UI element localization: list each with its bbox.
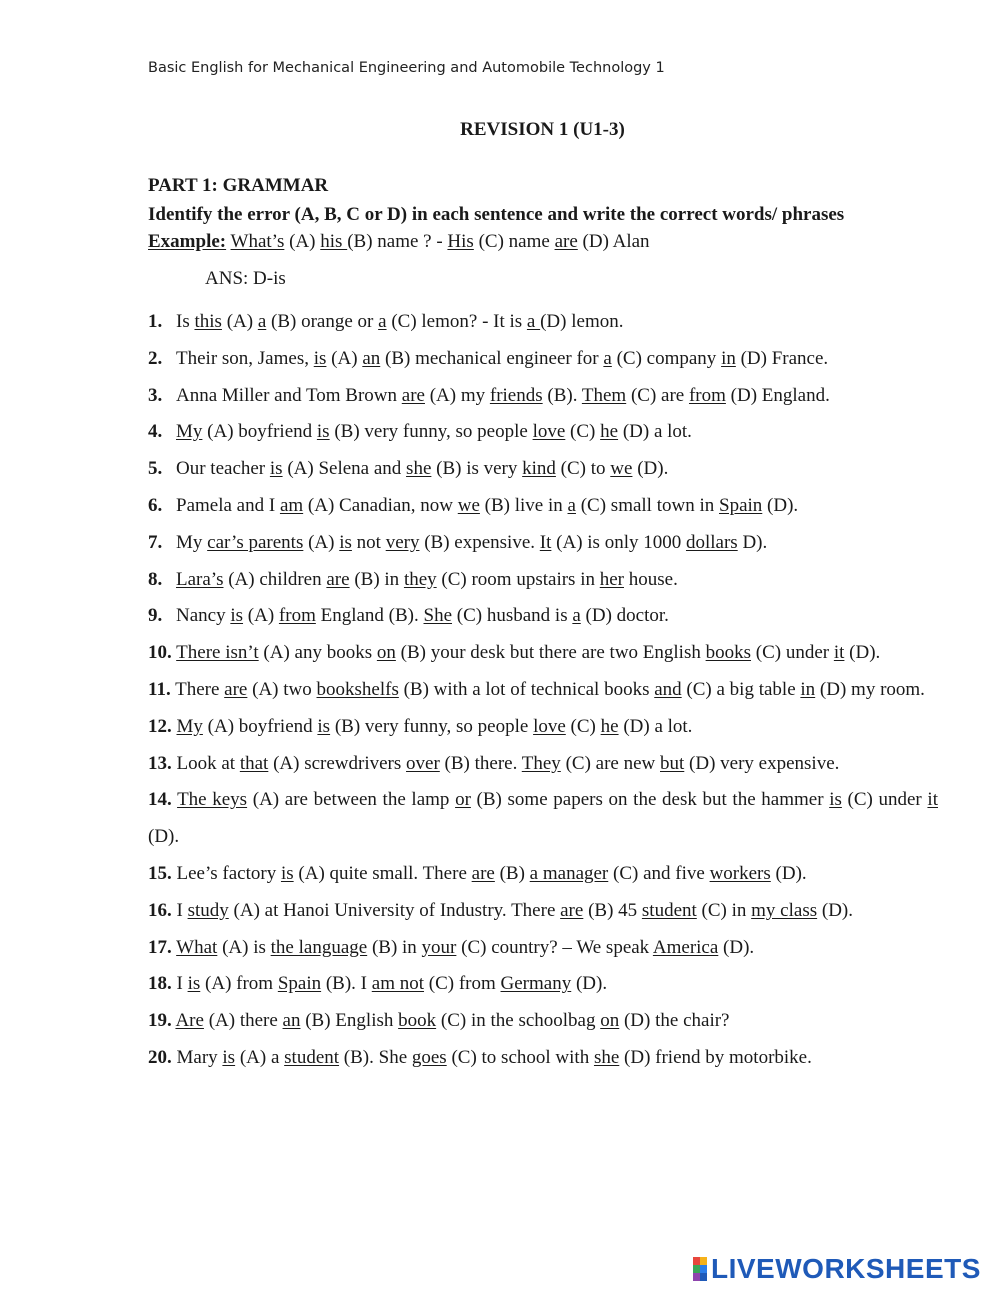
sentence-text: Anna Miller and Tom Brown bbox=[176, 384, 402, 406]
sentence-text: Nancy bbox=[176, 605, 231, 627]
sentence-text: (D) the chair? bbox=[619, 1010, 730, 1032]
sentence-text: (A) bbox=[221, 311, 258, 332]
underlined-option: am not bbox=[371, 973, 425, 995]
underlined-option: My bbox=[176, 421, 203, 443]
sentence-text: There bbox=[170, 678, 225, 700]
sentence-text: (D). bbox=[632, 458, 669, 480]
sentence-text: (A) bbox=[284, 231, 321, 252]
underlined-option: bookshelfs bbox=[316, 678, 399, 700]
underlined-option: Lara’s bbox=[176, 568, 224, 590]
underlined-option: love bbox=[532, 421, 566, 443]
question-number: 18. bbox=[148, 973, 172, 995]
underlined-option: America bbox=[652, 936, 719, 958]
question-number: 11. bbox=[148, 678, 171, 700]
underlined-option: They bbox=[521, 752, 561, 774]
question-6 bbox=[148, 488, 938, 525]
question-number: 1. bbox=[148, 311, 163, 332]
underlined-option: a bbox=[567, 494, 576, 516]
sentence-text: (B) 45 bbox=[583, 899, 642, 921]
underlined-option: or bbox=[455, 789, 471, 811]
sentence-text: D). bbox=[737, 531, 768, 553]
sentence-text: (C) name bbox=[473, 231, 555, 252]
question-number: 10. bbox=[148, 642, 172, 664]
underlined-option: it bbox=[927, 789, 938, 811]
question-number: 7. bbox=[148, 531, 163, 553]
question-10 bbox=[148, 635, 938, 672]
sentence-text: I bbox=[171, 899, 188, 921]
sentence-text: (B) in bbox=[367, 936, 422, 958]
sentence-text: (A) bbox=[303, 531, 340, 553]
example-answer: ANS: D-is bbox=[205, 268, 286, 289]
sentence-text: (C) are new bbox=[560, 752, 660, 774]
underlined-option: that bbox=[239, 752, 269, 774]
underlined-option: She bbox=[423, 605, 453, 627]
underlined-option: What’s bbox=[230, 231, 285, 252]
sentence-text: Look at bbox=[171, 752, 240, 774]
underlined-option: friends bbox=[489, 384, 543, 406]
sentence-text: (A) is bbox=[217, 936, 271, 958]
sentence-text: (B) very funny, so people bbox=[330, 715, 534, 737]
question-number: 4. bbox=[148, 421, 163, 443]
underlined-option: The keys bbox=[177, 789, 248, 811]
sentence-text: (D). bbox=[148, 826, 180, 848]
sentence-text: I bbox=[171, 973, 188, 995]
underlined-option: dollars bbox=[685, 531, 738, 553]
underlined-option: my class bbox=[751, 899, 818, 921]
question-number: 14. bbox=[148, 789, 172, 811]
underlined-option: in bbox=[721, 347, 736, 369]
underlined-option: is bbox=[339, 531, 352, 553]
sentence-text: (B) very funny, so people bbox=[329, 421, 533, 443]
sentence-text: (A) bbox=[243, 605, 279, 627]
example-label: Example: bbox=[148, 231, 227, 252]
sentence-text: (B). She bbox=[339, 1046, 412, 1068]
sentence-text: (B) in bbox=[349, 568, 404, 590]
underlined-option: on bbox=[600, 1010, 620, 1032]
underlined-option: is bbox=[222, 1046, 236, 1068]
sentence-text: (A) Canadian, now bbox=[303, 494, 458, 516]
question-13 bbox=[148, 746, 938, 783]
underlined-option: the language bbox=[270, 936, 368, 958]
sentence-text: (D). bbox=[762, 494, 799, 516]
underlined-option: Spain bbox=[719, 494, 763, 516]
underlined-option: is bbox=[829, 789, 842, 811]
question-5 bbox=[148, 451, 938, 488]
sentence-text: (A) any books bbox=[258, 642, 377, 664]
underlined-option: on bbox=[376, 642, 396, 664]
underlined-option: Spain bbox=[277, 973, 322, 995]
sentence-text: Their son, James, bbox=[176, 347, 314, 369]
sentence-text: (D) a lot. bbox=[618, 715, 693, 737]
underlined-option: is bbox=[280, 862, 294, 884]
question-1 bbox=[148, 304, 938, 341]
example-body bbox=[226, 231, 649, 252]
underlined-option: an bbox=[362, 347, 381, 369]
question-16 bbox=[148, 893, 938, 930]
sentence-text: (B) with a lot of technical books bbox=[398, 678, 655, 700]
underlined-option: car’s parents bbox=[207, 531, 304, 553]
question-9 bbox=[148, 598, 938, 635]
underlined-option: is bbox=[187, 973, 201, 995]
question-number: 2. bbox=[148, 347, 163, 369]
underlined-option: it bbox=[833, 642, 845, 664]
sentence-text: (C) under bbox=[751, 642, 834, 664]
sentence-text: (C) a big table bbox=[681, 678, 801, 700]
sentence-text: (B) mechanical engineer for bbox=[380, 347, 604, 369]
sentence-text: (C) bbox=[565, 421, 601, 443]
underlined-option: in bbox=[800, 678, 816, 700]
sentence-text: (A) quite small. There bbox=[293, 862, 472, 884]
underlined-option: his bbox=[320, 231, 348, 252]
question-17 bbox=[148, 930, 938, 967]
underlined-option: student bbox=[284, 1046, 340, 1068]
question-18 bbox=[148, 966, 938, 1003]
underlined-option: we bbox=[610, 458, 633, 480]
liveworksheets-logo-icon bbox=[693, 1257, 707, 1281]
underlined-option: are bbox=[326, 568, 350, 590]
sentence-text: (C) under bbox=[841, 789, 928, 811]
sentence-text: (C) to school with bbox=[446, 1046, 594, 1068]
sentence-text: (A) a bbox=[235, 1046, 285, 1068]
underlined-option: a bbox=[526, 311, 541, 332]
sentence-text: not bbox=[351, 531, 386, 553]
underlined-option: is bbox=[230, 605, 244, 627]
sentence-text: (A) boyfriend bbox=[202, 715, 318, 737]
sentence-text: (B) bbox=[494, 862, 530, 884]
question-number: 3. bbox=[148, 384, 163, 406]
sentence-text: Lee’s factory bbox=[171, 862, 281, 884]
sentence-text: (C) from bbox=[424, 973, 501, 995]
sentence-text: (B) some papers on the desk but the hammer bbox=[470, 789, 830, 811]
underlined-option: this bbox=[194, 311, 222, 332]
underlined-option: His bbox=[447, 231, 474, 252]
sentence-text: (B) orange or bbox=[266, 311, 379, 332]
liveworksheets-logo bbox=[693, 1253, 981, 1285]
sentence-text: (A) bbox=[326, 347, 363, 369]
question-number: 9. bbox=[148, 605, 163, 627]
question-list bbox=[148, 304, 938, 1077]
question-number: 19. bbox=[148, 1010, 172, 1032]
underlined-option: a bbox=[572, 605, 581, 627]
sentence-text: (D). bbox=[770, 862, 807, 884]
sentence-text: (A) screwdrivers bbox=[268, 752, 407, 774]
sentence-text: (A) from bbox=[200, 973, 278, 995]
sentence-text: (C) in bbox=[696, 899, 752, 921]
question-number: 5. bbox=[148, 458, 163, 480]
underlined-option: but bbox=[660, 752, 685, 774]
sentence-text: (D) France. bbox=[735, 347, 829, 369]
underlined-option: study bbox=[187, 899, 229, 921]
underlined-option: book bbox=[398, 1010, 437, 1032]
question-20 bbox=[148, 1040, 938, 1077]
question-number: 8. bbox=[148, 568, 163, 590]
underlined-option: There isn’t bbox=[176, 642, 259, 664]
question-number: 17. bbox=[148, 936, 172, 958]
sentence-text: (B) there. bbox=[439, 752, 522, 774]
underlined-option: kind bbox=[522, 458, 556, 480]
question-2 bbox=[148, 341, 938, 378]
underlined-option: is bbox=[316, 421, 330, 443]
question-15 bbox=[148, 856, 938, 893]
underlined-option: My bbox=[176, 715, 203, 737]
sentence-text: (D). bbox=[817, 899, 854, 921]
sentence-text: (D). bbox=[718, 936, 755, 958]
sentence-text: (C) in the schoolbag bbox=[436, 1010, 601, 1032]
logo-text: LIVEWORKSHEETS bbox=[711, 1253, 981, 1284]
sentence-text: (A) there bbox=[203, 1010, 283, 1032]
sentence-text: (A) at Hanoi University of Industry. There bbox=[228, 899, 561, 921]
sentence-text: house. bbox=[624, 568, 678, 590]
sentence-text: (C) husband is bbox=[452, 605, 573, 627]
sentence-text: (C) company bbox=[611, 347, 722, 369]
sentence-text: (D) England. bbox=[725, 384, 830, 406]
underlined-option: student bbox=[641, 899, 697, 921]
underlined-option: your bbox=[421, 936, 457, 958]
question-12 bbox=[148, 709, 938, 746]
sentence-text: (C) bbox=[565, 715, 601, 737]
underlined-option: are bbox=[560, 899, 584, 921]
underlined-option: we bbox=[457, 494, 480, 516]
question-19 bbox=[148, 1003, 938, 1040]
question-number: 13. bbox=[148, 752, 172, 774]
sentence-text: (C) room upstairs in bbox=[436, 568, 600, 590]
underlined-option: and bbox=[654, 678, 682, 700]
underlined-option: a bbox=[378, 311, 387, 332]
sentence-text: (D). bbox=[571, 973, 608, 995]
sentence-text: (C) are bbox=[626, 384, 689, 406]
underlined-option: he bbox=[600, 421, 619, 443]
underlined-option: are bbox=[554, 231, 578, 252]
question-number: 6. bbox=[148, 494, 163, 516]
question-3 bbox=[148, 378, 938, 415]
sentence-text: (C) lemon? - It is bbox=[386, 311, 527, 332]
underlined-option: is bbox=[313, 347, 327, 369]
sentence-text: (C) small town in bbox=[575, 494, 719, 516]
part-heading: PART 1: GRAMMAR bbox=[148, 175, 329, 196]
sentence-text: Mary bbox=[171, 1046, 223, 1068]
underlined-option: am bbox=[279, 494, 304, 516]
underlined-option: over bbox=[406, 752, 440, 774]
sentence-text: (D) lemon. bbox=[540, 311, 624, 332]
sentence-text: (A) my bbox=[424, 384, 490, 406]
question-7 bbox=[148, 525, 938, 562]
sentence-text: Our teacher bbox=[176, 458, 270, 480]
sentence-text: (A) two bbox=[247, 678, 317, 700]
sentence-text: (B) name ? - bbox=[347, 231, 448, 252]
underlined-option: is bbox=[269, 458, 283, 480]
sentence-text: Pamela and I bbox=[176, 494, 280, 516]
sentence-text: (A) boyfriend bbox=[202, 421, 317, 443]
sentence-text: Is bbox=[176, 311, 195, 332]
underlined-option: Are bbox=[175, 1010, 204, 1032]
underlined-option: It bbox=[539, 531, 552, 553]
instructions: Identify the error (A, B, C or D) in each sentence and write the correct words/ phrases bbox=[148, 204, 845, 225]
underlined-option: she bbox=[406, 458, 432, 480]
question-number: 12. bbox=[148, 715, 172, 737]
sentence-text: (B) live in bbox=[479, 494, 568, 516]
underlined-option: Them bbox=[581, 384, 627, 406]
underlined-option: her bbox=[599, 568, 624, 590]
page-header: Basic English for Mechanical Engineering and Automobile Technology 1 bbox=[148, 60, 665, 76]
sentence-text: (D) doctor. bbox=[580, 605, 669, 627]
sentence-text: (B). bbox=[542, 384, 582, 406]
sentence-text: My bbox=[176, 531, 208, 553]
example-sentence bbox=[148, 231, 650, 253]
sentence-text: (C) and five bbox=[608, 862, 710, 884]
sentence-text: (C) country? – We speak bbox=[456, 936, 653, 958]
sentence-text: (A) are between the lamp bbox=[247, 789, 456, 811]
question-4 bbox=[148, 414, 938, 451]
underlined-option: a manager bbox=[529, 862, 609, 884]
sentence-text: (D) friend by motorbike. bbox=[619, 1046, 812, 1068]
sentence-text: (D) a lot. bbox=[618, 421, 692, 443]
sentence-text: (B) expensive. bbox=[419, 531, 540, 553]
sentence-text: (B) your desk but there are two English bbox=[395, 642, 706, 664]
question-8 bbox=[148, 562, 938, 599]
underlined-option: she bbox=[593, 1046, 620, 1068]
sentence-text: England (B). bbox=[315, 605, 424, 627]
underlined-option: a bbox=[257, 311, 267, 332]
sentence-text: (D) my room. bbox=[815, 678, 925, 700]
underlined-option: love bbox=[533, 715, 566, 737]
underlined-option: Germany bbox=[500, 973, 572, 995]
sentence-text: (B). I bbox=[321, 973, 372, 995]
question-number: 15. bbox=[148, 862, 172, 884]
underlined-option: goes bbox=[411, 1046, 447, 1068]
question-number: 20. bbox=[148, 1046, 172, 1068]
underlined-option: he bbox=[600, 715, 619, 737]
underlined-option: are bbox=[471, 862, 495, 884]
underlined-option: very bbox=[385, 531, 420, 553]
sentence-text: (C) to bbox=[555, 458, 611, 480]
question-14 bbox=[148, 782, 938, 856]
underlined-option: are bbox=[224, 678, 248, 700]
sentence-text: (B) is very bbox=[431, 458, 523, 480]
underlined-option: they bbox=[403, 568, 437, 590]
sentence-text: (A) is only 1000 bbox=[551, 531, 686, 553]
underlined-option: What bbox=[176, 936, 218, 958]
sentence-text: (D) very expensive. bbox=[684, 752, 840, 774]
page-title: REVISION 1 (U1-3) bbox=[460, 119, 625, 140]
underlined-option: workers bbox=[709, 862, 771, 884]
underlined-option: a bbox=[603, 347, 612, 369]
sentence-text: (D). bbox=[844, 642, 881, 664]
question-11 bbox=[148, 672, 938, 709]
underlined-option: are bbox=[401, 384, 425, 406]
underlined-option: an bbox=[282, 1010, 301, 1032]
question-number: 16. bbox=[148, 899, 172, 921]
underlined-option: from bbox=[278, 605, 316, 627]
underlined-option: from bbox=[688, 384, 726, 406]
sentence-text: (A) Selena and bbox=[282, 458, 407, 480]
sentence-text: (A) children bbox=[223, 568, 327, 590]
sentence-text: (D) Alan bbox=[577, 231, 650, 252]
underlined-option: books bbox=[705, 642, 752, 664]
underlined-option: is bbox=[317, 715, 331, 737]
sentence-text: (B) English bbox=[300, 1010, 399, 1032]
